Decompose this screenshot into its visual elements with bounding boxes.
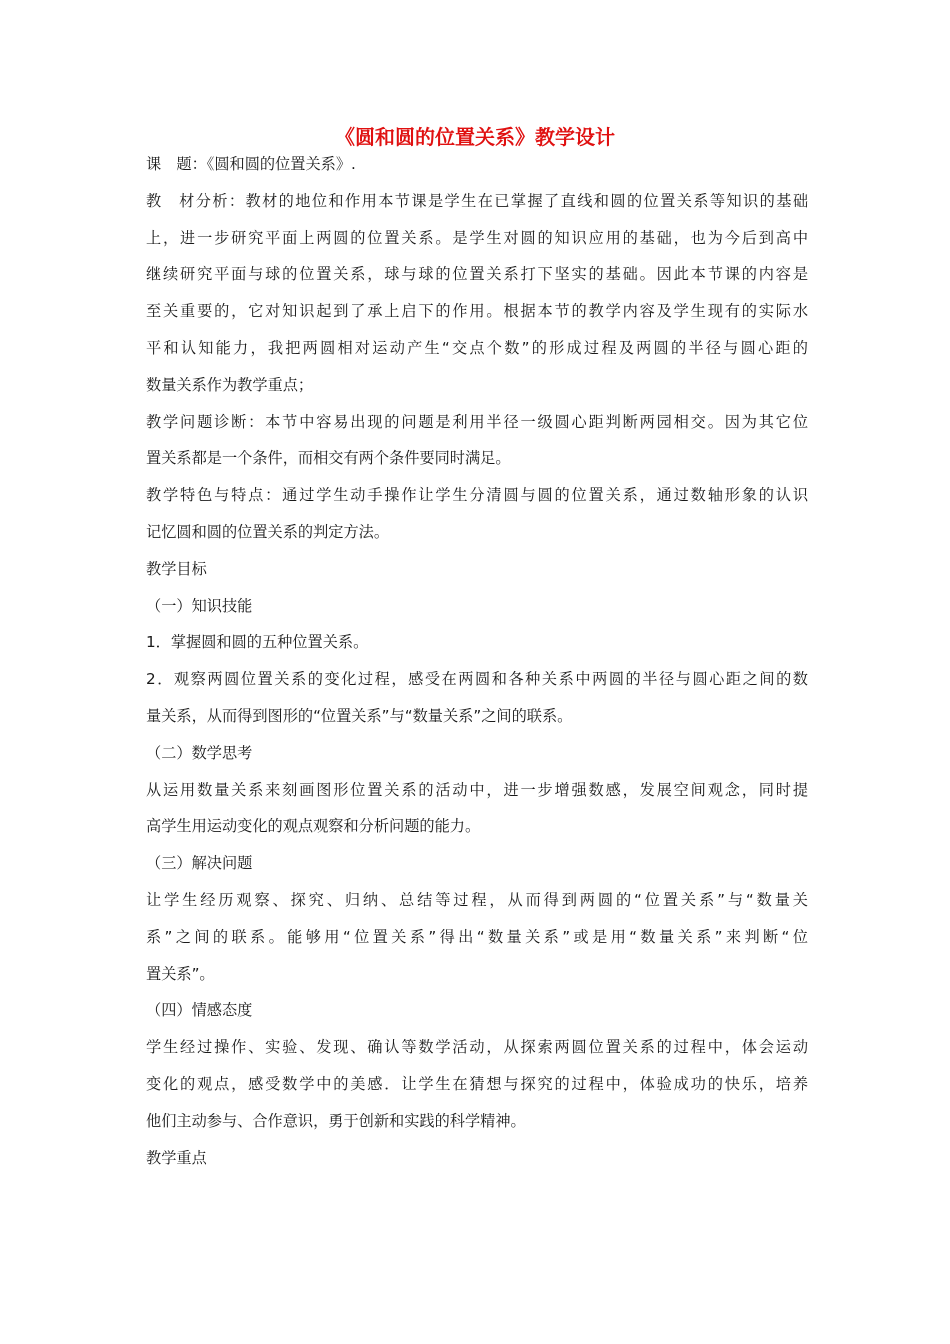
document-body bbox=[146, 153, 808, 1183]
text-line: 上，进一步研究平面上两圆的位置关系。是学生对圆的知识应用的基础，也为今后到高中 bbox=[146, 228, 808, 247]
text-line: 数量关系作为教学重点； bbox=[146, 375, 314, 394]
text-line: （一）知识技能 bbox=[146, 596, 253, 615]
text-line: 1．掌握圆和圆的五种位置关系。 bbox=[146, 633, 369, 652]
text-line: 教学问题诊断：本节中容易出现的问题是利用半径一级圆心距判断两园相交。因为其它位 bbox=[146, 412, 808, 431]
text-line: 教 材分析：教材的地位和作用本节课是学生在已掌握了直线和圆的位置关系等知识的基础 bbox=[146, 191, 808, 210]
text-line: 继续研究平面与球的位置关系，球与球的位置关系打下坚实的基础。因此本节课的内容是 bbox=[146, 265, 808, 284]
text-line: 教学重点 bbox=[146, 1148, 207, 1167]
text-line: （四）情感态度 bbox=[146, 1001, 253, 1020]
text-line: 记忆圆和圆的位置关系的判定方法。 bbox=[146, 522, 389, 541]
document-title: 《圆和圆的位置关系》教学设计 bbox=[335, 125, 615, 149]
text-line: 高学生用运动变化的观点观察和分析问题的能力。 bbox=[146, 817, 481, 836]
text-line: 从运用数量关系来刻画图形位置关系的活动中，进一步增强数感，发展空间观念，同时提 bbox=[146, 780, 808, 799]
text-line: 教学特色与特点：通过学生动手操作让学生分清圆与圆的位置关系，通过数轴形象的认识 bbox=[146, 486, 808, 505]
text-line: 变化的观点，感受数学中的美感．让学生在猜想与探究的过程中，体验成功的快乐，培养 bbox=[146, 1074, 808, 1093]
text-line: 至关重要的，它对知识起到了承上启下的作用。根据本节的教学内容及学生现有的实际水 bbox=[146, 302, 808, 321]
text-line: 系”之间的联系。能够用“位置关系”得出“数量关系”或是用“数量关系”来判断“位 bbox=[146, 927, 808, 946]
text-line: 让学生经历观察、探究、归纳、总结等过程，从而得到两圆的“位置关系”与“数量关 bbox=[146, 890, 808, 909]
text-line: 教学目标 bbox=[146, 559, 207, 578]
text-line: 2．观察两圆位置关系的变化过程，感受在两圆和各种关系中两圆的半径与圆心距之间的数 bbox=[146, 670, 808, 689]
text-line: 置关系”。 bbox=[146, 964, 215, 983]
text-line: （二）数学思考 bbox=[146, 743, 253, 762]
text-line: （三）解决问题 bbox=[146, 854, 253, 873]
text-line: 学生经过操作、实验、发现、确认等数学活动，从探索两圆位置关系的过程中，体会运动 bbox=[146, 1038, 808, 1057]
text-line: 量关系，从而得到图形的“位置关系”与“数量关系”之间的联系。 bbox=[146, 706, 573, 725]
text-line: 置关系都是一个条件，而相交有两个条件要同时满足。 bbox=[146, 449, 511, 468]
text-line: 平和认知能力，我把两圆相对运动产生“交点个数”的形成过程及两圆的半径与圆心距的 bbox=[146, 338, 808, 357]
text-line: 课 题：《圆和圆的位置关系》. bbox=[146, 155, 356, 173]
text-line: 他们主动参与、合作意识，勇于创新和实践的科学精神。 bbox=[146, 1111, 526, 1130]
